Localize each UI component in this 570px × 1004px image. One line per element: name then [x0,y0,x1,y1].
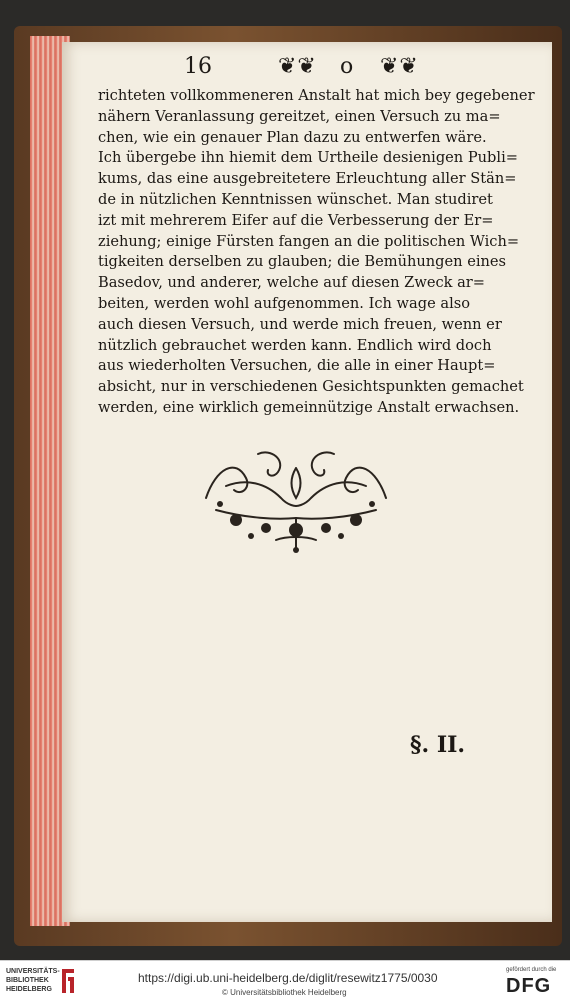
text-line: Ich übergebe ihn hiemit dem Urtheile desienigen Publi= [98,149,518,167]
text-line: izt mit mehrerem Eifer auf die Verbesserung der Er= [98,211,494,229]
body-text [98,86,535,419]
library-name-line: BIBLIOTHEK [6,977,49,984]
text-line: richteten vollkommeneren Anstalt hat mich bey gegebener [98,87,535,104]
text-line: werden, eine wirklich gemeinnützige Anstalt erwachsen. [98,398,520,416]
page-number: 16 [184,54,212,79]
text-line: Basedov, und anderer, welche auf diesen Zweck ar= [98,274,486,292]
text-line: chen, wie ein genauer Plan dazu zu entwerfen wäre. [98,128,487,146]
floral-vignette-icon [196,448,396,558]
catchword: §. II. [410,732,466,758]
text-line: auch diesen Versuch, und werde mich freuen, wenn er [98,315,502,333]
header-ornament-left-icon: ❦❦ [278,54,317,79]
text-line: nützlich gebrauchet werden kann. Endlich wird doch [98,336,492,354]
copyright-notice: © Universitätsbibliothek Heidelberg [222,988,347,997]
text-line: ziehung; einige Fürsten fangen an die politischen Wich= [98,232,520,250]
text-line: kums, das eine ausgebreitetere Erleuchtung aller Stän= [98,170,517,188]
ub-heidelberg-logo-icon [60,967,76,995]
library-name-line: UNIVERSITÄTS- [6,968,60,975]
text-line: nähern Veranlassung gereitzet, einen Versuch zu ma= [98,107,501,125]
library-name-line: HEIDELBERG [6,986,52,993]
dfg-funding-label: gefördert durch die [506,967,557,973]
text-line: tigkeiten derselben zu glauben; die Bemühungen eines [98,253,507,271]
text-line: beiten, werden wohl aufgenommen. Ich wage also [98,294,471,312]
permalink-url[interactable]: https://digi.ub.uni-heidelberg.de/diglit/resewitz1775/0030 [138,971,438,985]
viewer-footer [0,960,570,1004]
page-header [118,54,448,84]
text-line: aus wiederholten Versuchen, die alle in einer Haupt= [98,357,496,375]
text-line: absicht, nur in verschiedenen Gesichtspunkten gemachet [98,378,524,396]
dfg-logo: DFG [506,975,552,997]
text-line: de in nützlichen Kenntnissen wünschet. Man studiret [98,190,493,208]
header-ornament-right-icon: ❦❦ [380,54,419,79]
header-ornament-center: o [340,54,354,79]
